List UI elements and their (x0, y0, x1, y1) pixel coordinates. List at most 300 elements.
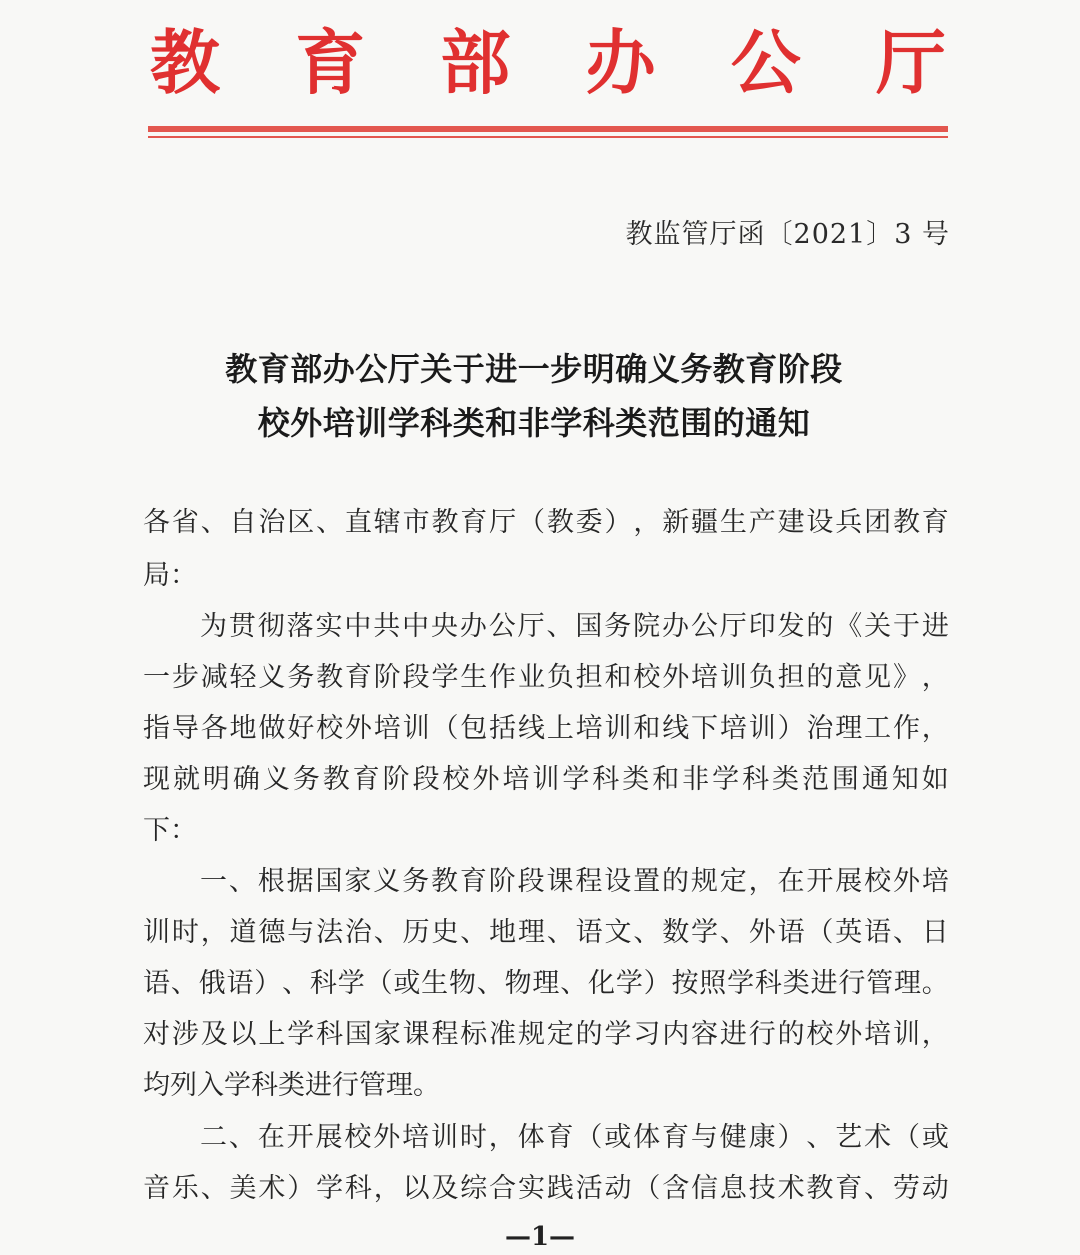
letterhead-char: 办 (585, 21, 656, 104)
body-char: 地 (229, 713, 257, 744)
body-char: 道 (229, 917, 257, 948)
body-char: 直 (344, 507, 372, 538)
body-char: 校 (633, 662, 661, 693)
body-char: 含 (662, 1173, 690, 1204)
body-char: ） (777, 1122, 805, 1153)
body-char: ） (254, 968, 282, 999)
body-line (143, 709, 949, 749)
body-char: 、 (460, 917, 488, 948)
body-char: 根 (257, 866, 285, 897)
body-char: 培 (921, 866, 949, 897)
body-char: 阶 (488, 866, 516, 897)
body-char: 按 (671, 968, 699, 999)
body-char: 训 (748, 713, 776, 744)
body-char: 中 (344, 611, 372, 642)
body-char: 于 (893, 611, 920, 642)
body-char: ， (373, 1173, 401, 1204)
body-char: 确 (232, 764, 260, 795)
body-char: 时 (459, 1122, 487, 1153)
body-char: 自 (229, 507, 257, 538)
body-char: 动 (604, 1173, 632, 1204)
body-char: （ (431, 713, 459, 744)
body-char: 教 (546, 507, 574, 538)
body-char: 》 (892, 662, 920, 693)
body-char: 导 (171, 713, 199, 744)
body-char: ， (921, 662, 949, 693)
body-char: 担 (575, 662, 603, 693)
page-number: —1— (504, 1222, 576, 1252)
body-line (200, 862, 949, 902)
body-char: 步 (171, 662, 199, 693)
body-char: 国 (315, 866, 343, 897)
body-char: 培 (691, 662, 719, 693)
body-char: 培 (373, 713, 401, 744)
body-char: 非 (682, 764, 710, 795)
body-char: 学 (562, 764, 590, 795)
body-char: 语 (864, 917, 892, 948)
body-char: 容 (691, 1019, 719, 1050)
body-char: 训 (143, 917, 170, 948)
body-char: 理 (835, 713, 863, 744)
body-char: ， (921, 1019, 949, 1050)
body-char: ） (604, 507, 632, 538)
body-line (200, 607, 949, 647)
body-char: 义 (262, 764, 290, 795)
body-char: 规 (690, 866, 718, 897)
body-char: 的 (806, 662, 834, 693)
body-char: 进 (810, 968, 838, 999)
body-char: 学 (337, 968, 365, 999)
body-char: 、 (316, 507, 344, 538)
body-char: 康 (748, 1122, 776, 1153)
body-char: 教 (431, 866, 458, 897)
body-char: 以 (229, 1019, 257, 1050)
body-char: 学 (691, 917, 719, 948)
body-char: 义 (373, 866, 401, 897)
body-char: 国 (344, 1019, 372, 1050)
body-char: 产 (748, 507, 776, 538)
body-char: （ (806, 917, 834, 948)
body-char: 文 (604, 917, 632, 948)
body-char: 作 (489, 662, 517, 693)
body-char: 时 (171, 917, 199, 948)
body-char: 、 (546, 917, 574, 948)
body-char: （ (893, 1122, 920, 1153)
body-char: 与 (287, 917, 315, 948)
body-char: 各 (143, 507, 170, 538)
body-char: 育 (662, 1122, 689, 1153)
body-char: 训 (402, 713, 430, 744)
body-char: 内 (662, 1019, 690, 1050)
body-char: 学 (431, 662, 459, 693)
body-char: 院 (633, 611, 661, 642)
body-char: 训 (604, 713, 632, 744)
body-char: 区 (287, 507, 315, 538)
body-char: 美 (229, 1173, 257, 1204)
body-char: 理 (893, 968, 921, 999)
body-char: 术 (777, 1173, 805, 1204)
body-char: 课 (402, 1019, 430, 1050)
body-char: 务 (604, 611, 632, 642)
body-char: 定 (546, 1019, 574, 1050)
body-char: 中 (402, 611, 430, 642)
body-char: 标 (460, 1019, 488, 1050)
body-char: 公 (488, 611, 516, 642)
body-char: 义 (258, 662, 286, 693)
body-char: 对 (143, 1019, 170, 1050)
body-char: 外 (748, 917, 776, 948)
body-char: 的 (806, 611, 834, 642)
body-char: 以 (402, 1173, 430, 1204)
body-char: 音 (143, 1173, 170, 1204)
body-char: 德 (258, 917, 286, 948)
body-line (143, 1169, 949, 1209)
body-char: 育 (921, 507, 949, 538)
body-char: 工 (864, 713, 892, 744)
body-char: 训 (431, 1122, 458, 1153)
body-char: 治 (806, 713, 834, 744)
body-char: 育 (835, 1173, 863, 1204)
body-char: 日 (921, 917, 949, 948)
body-char: 训 (892, 1019, 920, 1050)
body-char: 外 (662, 662, 690, 693)
body-line (200, 1118, 949, 1158)
body-char: 技 (748, 1173, 776, 1204)
body-char: 厅 (719, 611, 747, 642)
body-char: 知 (891, 764, 919, 795)
body-char: 类 (782, 968, 810, 999)
letterhead-char: 教 (150, 21, 220, 104)
body-char: 管 (866, 968, 894, 999)
body-char: 学 (287, 1019, 315, 1050)
body-char: 担 (777, 662, 805, 693)
body-char: 现 (143, 764, 170, 795)
letterhead-char: 厅 (875, 21, 946, 104)
body-char: 俄 (198, 968, 226, 999)
body-char: 教 (806, 1173, 834, 1204)
body-char: ， (488, 1122, 516, 1153)
body-char: 教 (892, 507, 920, 538)
body-char: 数 (662, 917, 690, 948)
body-char: 如 (921, 764, 949, 795)
body-char: 生 (460, 662, 488, 693)
body-char: 、 (560, 968, 588, 999)
body-char: 校 (344, 1122, 372, 1153)
body-char: 理 (532, 968, 560, 999)
body-char: 、 (633, 917, 661, 948)
body-char: 和 (652, 764, 680, 795)
body-char: 见 (864, 662, 892, 693)
body-char: 负 (546, 662, 574, 693)
body-char: 范 (801, 764, 829, 795)
body-char: 为 (200, 611, 227, 642)
body-char: 设 (806, 507, 834, 538)
body-char: 展 (835, 866, 863, 897)
body-char: 开 (286, 1122, 314, 1153)
body-char: 科 (316, 1019, 344, 1050)
body-char: 上 (258, 1019, 286, 1050)
body-char: 科 (309, 968, 337, 999)
body-char: 理 (517, 917, 545, 948)
body-char: 类 (772, 764, 800, 795)
body-char: ） (287, 1173, 315, 1204)
body-char: 线 (517, 713, 545, 744)
body-char: 好 (287, 713, 315, 744)
body-char: 各 (200, 713, 228, 744)
body-char: 家 (373, 1019, 401, 1050)
body-char: 或 (921, 1122, 949, 1153)
body-char: 治 (258, 507, 286, 538)
body-char: 准 (489, 1019, 517, 1050)
body-line (143, 1015, 949, 1055)
body-char: ） (777, 713, 805, 744)
body-char: 新 (662, 507, 690, 538)
body-char: 务 (292, 764, 320, 795)
body-char: 术 (864, 1122, 892, 1153)
body-line: 下： (143, 815, 197, 846)
body-char: 、 (200, 1173, 228, 1204)
body-char: 包 (460, 713, 488, 744)
body-char: 围 (831, 764, 859, 795)
document-number: 教监管厅函〔2021〕3 号 (625, 219, 950, 250)
body-char: 涉 (171, 1019, 199, 1050)
body-char: 家 (344, 866, 372, 897)
document-title-line-1: 教育部办公厅关于进一步明确义务教育阶段 (225, 350, 843, 388)
body-char: 及 (200, 1019, 228, 1050)
body-char: 央 (431, 611, 458, 642)
body-char: 育 (546, 1122, 574, 1153)
body-char: 外 (893, 866, 920, 897)
body-char: 实 (517, 1173, 545, 1204)
body-char: 办 (662, 611, 689, 642)
body-char: 下 (691, 713, 719, 744)
body-char: 据 (286, 866, 314, 897)
body-char: ， (748, 866, 776, 897)
body-char: 类 (622, 764, 650, 795)
letterhead-divider-thin (148, 136, 948, 138)
body-char: 语 (777, 917, 805, 948)
body-char: 英 (835, 917, 863, 948)
body-char: 培 (719, 713, 747, 744)
body-char: 、 (228, 866, 256, 897)
letterhead-divider (148, 126, 948, 132)
body-char: 校 (806, 1019, 834, 1050)
body-char: 、 (892, 917, 920, 948)
body-char: 物 (448, 968, 476, 999)
body-char: 校 (316, 713, 344, 744)
body-char: 的 (662, 866, 689, 897)
body-char: 作 (892, 713, 920, 744)
body-char: 训 (719, 662, 747, 693)
body-char: 、 (719, 917, 747, 948)
body-char: 进 (921, 611, 949, 642)
body-char: 负 (748, 662, 776, 693)
body-char: 置 (633, 866, 661, 897)
body-char: 信 (691, 1173, 719, 1204)
body-char: 习 (633, 1019, 661, 1050)
body-char: 教 (322, 764, 350, 795)
body-char: 与 (690, 1122, 718, 1153)
body-line: 均列入学科类进行管理。 (143, 1070, 440, 1101)
body-char: 团 (864, 507, 892, 538)
body-char: 省 (171, 507, 199, 538)
body-line: 局： (143, 560, 197, 591)
body-char: 活 (575, 1173, 603, 1204)
body-char: 体 (633, 1122, 661, 1153)
body-char: 彻 (257, 611, 285, 642)
body-char: 段 (517, 866, 545, 897)
body-char: 科 (344, 1173, 372, 1204)
body-char: 一 (200, 866, 227, 897)
body-char: 一 (143, 662, 170, 693)
body-char: 、 (806, 1122, 834, 1153)
body-char: 指 (143, 713, 170, 744)
body-char: 化 (588, 968, 615, 999)
body-char: 学 (316, 1173, 344, 1204)
body-char: 和 (604, 662, 632, 693)
body-char: 校 (864, 866, 892, 897)
body-char: ） (643, 968, 671, 999)
body-char: 疆 (691, 507, 719, 538)
body-char: 阶 (373, 662, 401, 693)
body-char: 定 (719, 866, 747, 897)
body-char: 学 (604, 1019, 632, 1050)
body-char: ， (633, 507, 661, 538)
body-char: 学 (712, 764, 740, 795)
body-char: 培 (864, 1019, 892, 1050)
body-char: 共 (373, 611, 401, 642)
body-char: 学 (615, 968, 643, 999)
body-char: 贯 (228, 611, 256, 642)
body-char: 规 (517, 1019, 545, 1050)
body-char: 厅 (489, 507, 517, 538)
body-char: 建 (777, 507, 805, 538)
body-char: （ (517, 507, 545, 538)
body-char: 。 (921, 968, 949, 999)
body-char: 治 (344, 917, 372, 948)
body-char: 术 (258, 1173, 286, 1204)
body-char: 育 (460, 507, 488, 538)
body-char: 实 (315, 611, 343, 642)
body-char: 物 (504, 968, 532, 999)
body-char: 外 (373, 1122, 401, 1153)
body-char: 市 (402, 507, 430, 538)
body-char: 意 (835, 662, 863, 693)
body-char: 、 (476, 968, 504, 999)
body-char: 外 (835, 1019, 863, 1050)
body-char: 段 (412, 764, 440, 795)
letterhead (150, 18, 946, 108)
body-char: ， (921, 713, 949, 744)
body-char: 厅 (517, 611, 545, 642)
body-char: 和 (633, 713, 661, 744)
body-char: 发 (777, 611, 805, 642)
body-char: 、 (546, 611, 574, 642)
body-char: （ (633, 1173, 661, 1204)
body-char: 国 (575, 611, 603, 642)
body-char: 语 (575, 917, 603, 948)
body-char: 做 (258, 713, 286, 744)
body-char: 《 (835, 611, 863, 642)
body-char: 合 (489, 1173, 517, 1204)
body-char: 、 (200, 507, 228, 538)
body-char: 、 (373, 917, 401, 948)
body-char: 息 (719, 1173, 747, 1204)
body-line (143, 503, 949, 543)
body-char: ， (200, 917, 228, 948)
body-char: 进 (719, 1019, 747, 1050)
body-char: 外 (344, 713, 372, 744)
letterhead-char: 育 (295, 21, 366, 104)
body-char: 线 (662, 713, 690, 744)
body-char: 设 (604, 866, 632, 897)
body-char: 培 (575, 713, 603, 744)
body-char: 或 (604, 1122, 632, 1153)
body-char: 育 (352, 764, 380, 795)
body-char: 体 (517, 1122, 545, 1153)
body-line (143, 760, 949, 800)
body-char: 段 (402, 662, 430, 693)
body-char: 上 (546, 713, 574, 744)
body-char: （ (365, 968, 393, 999)
body-char: 训 (532, 764, 560, 795)
body-char: 辖 (373, 507, 401, 538)
body-char: 语 (226, 968, 254, 999)
body-char: 课 (546, 866, 574, 897)
body-char: 开 (806, 866, 834, 897)
body-char: 委 (575, 507, 603, 538)
body-char: 育 (344, 662, 372, 693)
letterhead-char: 部 (440, 21, 511, 104)
body-char: 动 (921, 1173, 949, 1204)
body-char: 在 (777, 866, 805, 897)
body-line (143, 658, 949, 698)
body-char: 法 (316, 917, 344, 948)
body-char: 地 (489, 917, 517, 948)
body-char: 印 (748, 611, 776, 642)
body-char: 行 (748, 1019, 776, 1050)
body-char: 展 (315, 1122, 343, 1153)
body-char: 外 (472, 764, 500, 795)
body-char: 二 (200, 1122, 227, 1153)
body-char: （ (575, 1122, 603, 1153)
body-char: 历 (402, 917, 430, 948)
body-char: 程 (431, 1019, 459, 1050)
body-char: 艺 (835, 1122, 863, 1153)
body-char: 行 (838, 968, 866, 999)
body-char: 乐 (171, 1173, 199, 1204)
body-char: 劳 (892, 1173, 920, 1204)
body-char: 括 (489, 713, 517, 744)
body-char: 健 (719, 1122, 747, 1153)
body-char: 培 (402, 1122, 430, 1153)
body-char: 轻 (229, 662, 257, 693)
body-char: 学 (727, 968, 755, 999)
body-char: 程 (575, 866, 603, 897)
body-char: 、 (228, 1122, 256, 1153)
body-char: 或 (393, 968, 421, 999)
body-char: 科 (592, 764, 620, 795)
body-char: 科 (742, 764, 770, 795)
body-char: 及 (431, 1173, 459, 1204)
body-char: 践 (546, 1173, 574, 1204)
body-line (143, 913, 949, 953)
body-char: 办 (459, 611, 487, 642)
body-char: 照 (699, 968, 727, 999)
letterhead-char: 公 (730, 21, 801, 104)
body-char: 培 (502, 764, 530, 795)
body-char: 教 (431, 507, 459, 538)
